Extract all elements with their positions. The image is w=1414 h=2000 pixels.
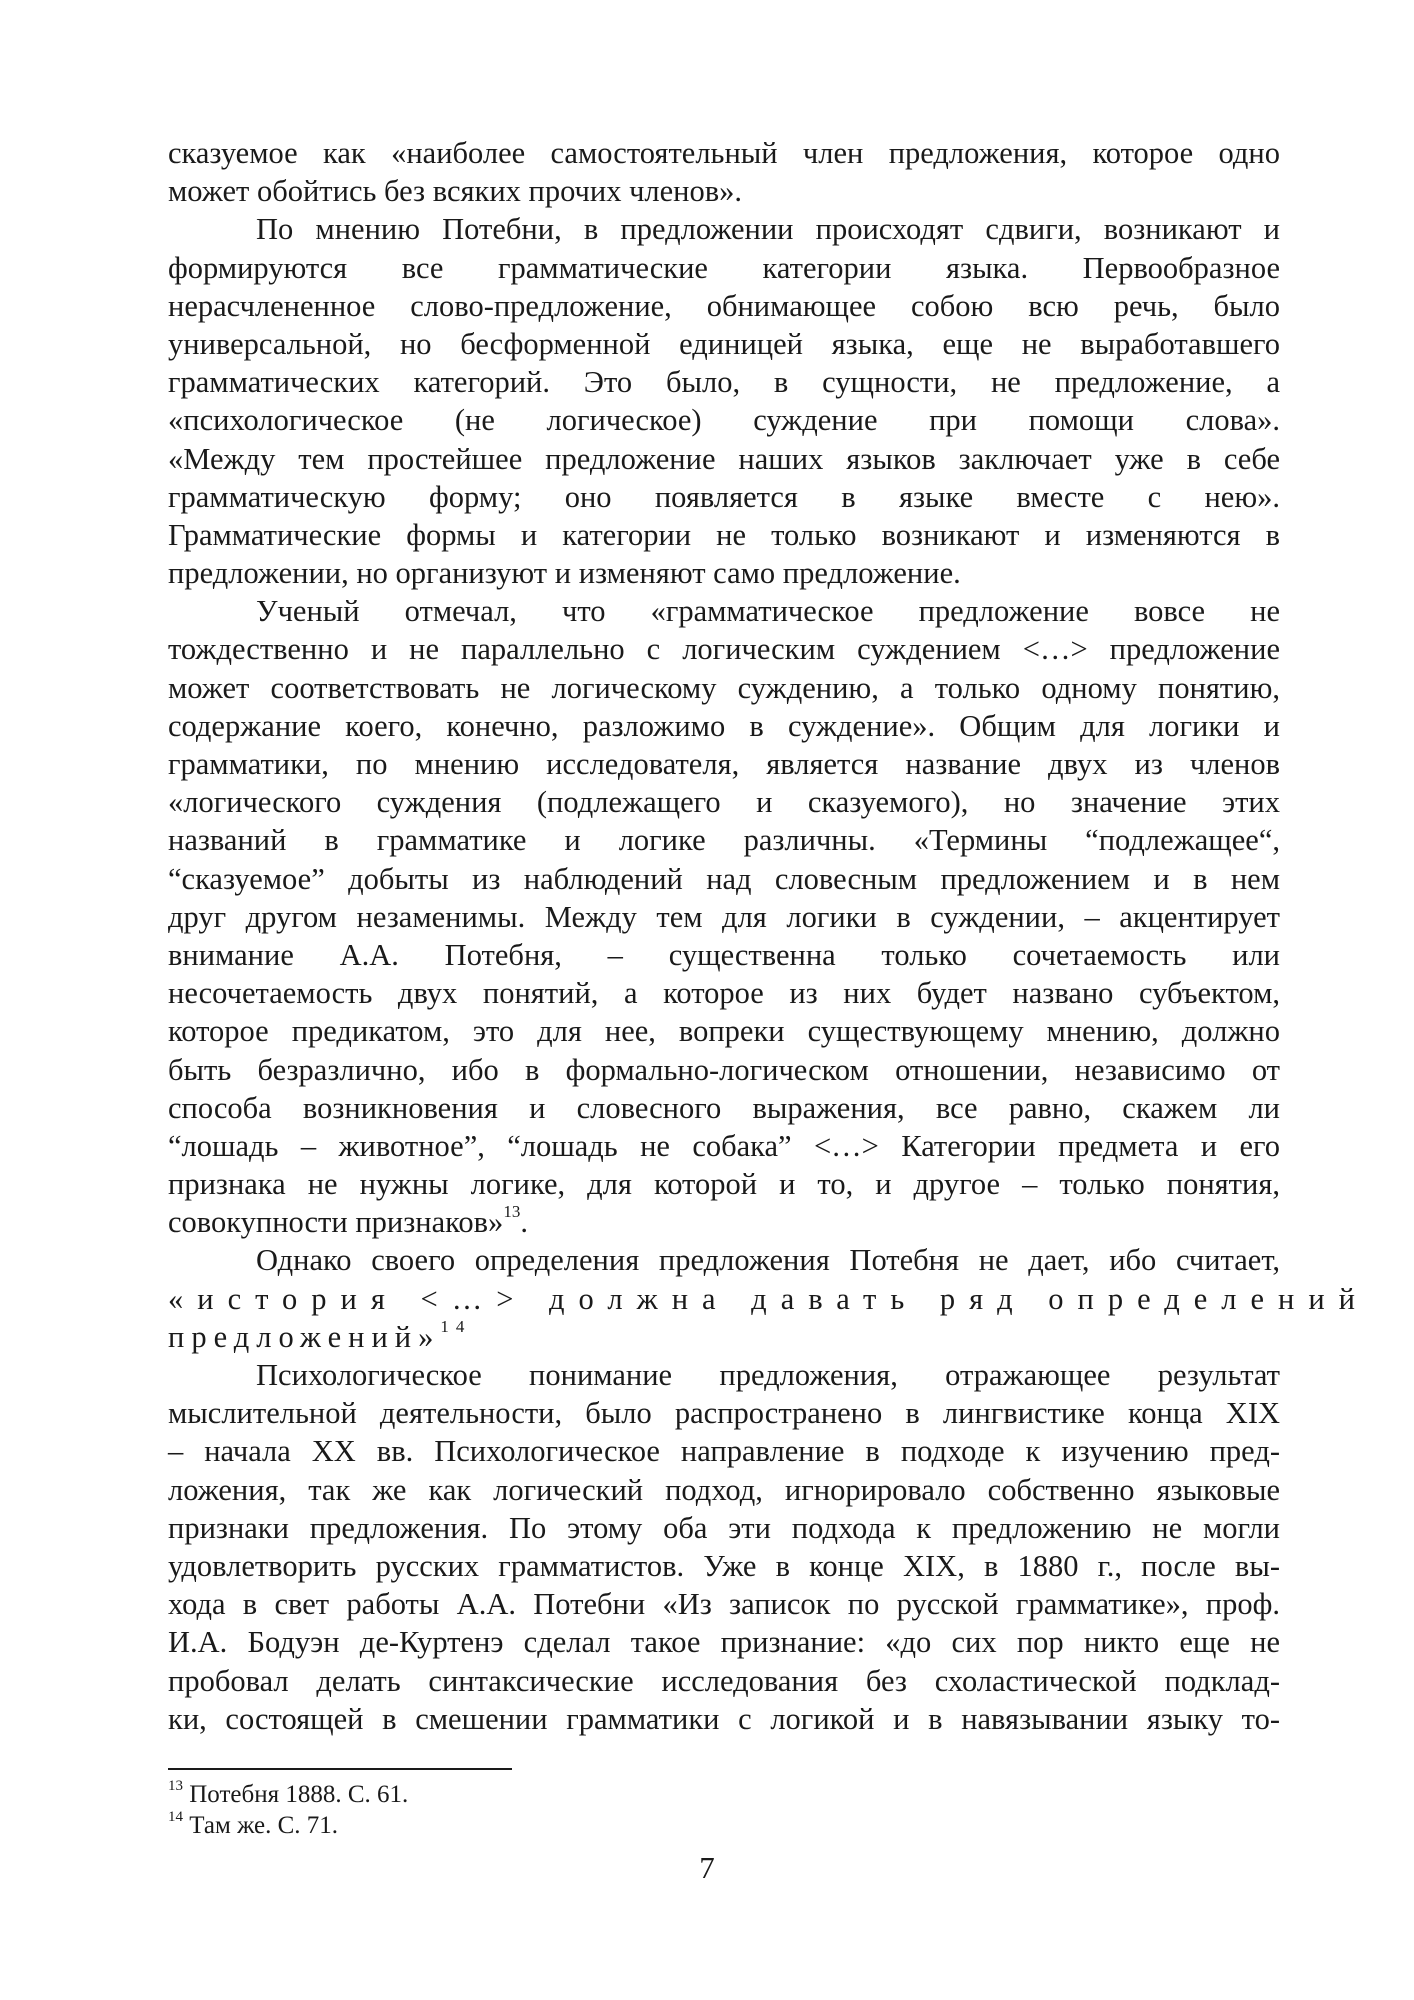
- text-line-content: грамматики, по мнению исследователя, является название двух из членов: [168, 747, 1280, 781]
- text-line-content: способа возникновения и словесного выражения, все равно, скажем ли: [168, 1090, 1280, 1125]
- text-line-content: – начала XX вв. Психологическое направление в подходе к изучению пред-: [168, 1434, 1280, 1469]
- text-line: [168, 630, 1280, 668]
- text-line-content: сказуемое как «наиболее самостоятельный член предложения, которое одно: [168, 136, 1280, 170]
- text-line-content: ложения, так же как логический подход, игнорировало собственно языковые: [168, 1472, 1280, 1507]
- text-line: [168, 363, 1280, 401]
- text-line: [168, 707, 1280, 745]
- text-line-content: ки, состоящей в смешении грамматики с логикой и в навязывании языку то-: [168, 1701, 1280, 1736]
- footnote-separator: [168, 1768, 512, 1770]
- footnote-item: [168, 1810, 408, 1841]
- text-line-content: названий в грамматике и логике различны. «Термины “подлежащее“,: [168, 823, 1280, 858]
- text-line-content: предложений»: [168, 1319, 441, 1354]
- text-line: [168, 745, 1280, 783]
- text-line: [168, 821, 1280, 859]
- text-line-content: «психологическое (не логическое) суждение при помощи слова».: [168, 403, 1280, 438]
- text-line: [168, 287, 1280, 325]
- text-line: [168, 1051, 1280, 1089]
- footnotes: [168, 1779, 408, 1841]
- text-line: [168, 172, 1280, 210]
- text-line-content: формируются все грамматические категории языка. Первообразное: [168, 250, 1280, 285]
- text-line-content: содержание коего, конечно, разложимо в суждение». Общим для логики и: [168, 708, 1280, 743]
- text-line-content: грамматических категорий. Это было, в сущности, не предложение, а: [168, 365, 1280, 400]
- text-line: [168, 1012, 1280, 1050]
- text-line-content: универсальной, но бесформенной единицей языка, еще не выработавшего: [168, 326, 1280, 361]
- text-line: [168, 1165, 1280, 1203]
- text-line-content: может соответствовать не логическому суждению, а только одному понятию,: [168, 670, 1280, 705]
- text-line: [168, 249, 1280, 287]
- footnote-number: 14: [168, 1808, 183, 1825]
- text-line: [168, 554, 1280, 592]
- text-line: [168, 1547, 1280, 1585]
- text-line-content: «логического суждения (подлежащего и сказуемого), но значение этих: [168, 785, 1280, 820]
- text-line: [168, 401, 1280, 439]
- text-line: [168, 478, 1280, 516]
- text-line: [168, 134, 1280, 172]
- footnote-number: 13: [168, 1777, 183, 1794]
- text-line-content: признака не нужны логике, для которой и то, и другое – только понятия,: [168, 1167, 1280, 1202]
- text-line: [168, 1241, 1280, 1279]
- text-line-content: несочетаемость двух понятий, а которое из них будет названо субъектом,: [168, 976, 1280, 1011]
- text-line-content: И.А. Бодуэн де-Куртенэ сделал такое признание: «до сих пор никто еще не: [168, 1625, 1280, 1660]
- footnote-reference[interactable]: 13: [503, 1202, 521, 1222]
- text-line: [168, 1662, 1280, 1700]
- text-line-content: «Между тем простейшее предложение наших языков заключает уже в себе: [168, 441, 1280, 476]
- text-line-content: «история <…> должна давать ряд определений: [168, 1281, 1370, 1316]
- text-line: [168, 1432, 1280, 1470]
- text-line-content: которое предикатом, это для нее, вопреки существующему мнению, должно: [168, 1014, 1280, 1049]
- text-line: [168, 1509, 1280, 1547]
- text-line-content: внимание А.А. Потебня, – существенна только сочетаемость или: [168, 937, 1280, 972]
- text-line-content: тождественно и не параллельно с логическим суждением <…> предложение: [168, 632, 1280, 667]
- text-line-content: “сказуемое” добыты из наблюдений над словесным предложением и в нем: [168, 861, 1280, 896]
- text-line: [168, 210, 1280, 248]
- text-line-content: удовлетворить русских грамматистов. Уже в конце XIX, в 1880 г., после вы-: [168, 1548, 1280, 1583]
- text-line-content: хода в свет работы А.А. Потебни «Из записок по русской грамматике», проф.: [168, 1587, 1280, 1622]
- trailing-punctuation: .: [520, 1205, 528, 1240]
- text-line-content: признаки предложения. По этому оба эти подхода к предложению не могли: [168, 1510, 1280, 1545]
- text-line: [168, 1203, 1280, 1241]
- text-line-content: совокупности признаков»: [168, 1205, 504, 1240]
- text-line-content: мыслительной деятельности, было распространено в лингвистике конца XIX: [168, 1396, 1280, 1431]
- text-line: [168, 1585, 1280, 1623]
- text-line: [168, 1471, 1280, 1509]
- text-line: [168, 936, 1280, 974]
- text-line-content: может обойтись без всяких прочих членов».: [168, 174, 743, 209]
- footnote-text: Потебня 1888. С. 61.: [189, 1781, 409, 1808]
- text-line: [168, 1318, 1280, 1356]
- text-line-content: грамматическую форму; оно появляется в языке вместе с нею».: [168, 479, 1280, 514]
- text-line-content: предложении, но организуют и изменяют само предложение.: [168, 556, 961, 591]
- text-line-content: “лошадь – животное”, “лошадь не собака” <…> Категории предмета и его: [168, 1128, 1280, 1163]
- text-line: [168, 592, 1280, 630]
- page-number: 7: [699, 1850, 715, 1885]
- text-line: [168, 1394, 1280, 1432]
- text-line: [168, 1127, 1280, 1165]
- text-line: [168, 669, 1280, 707]
- text-line-content: пробовал делать синтаксические исследования без схоластической подклад-: [168, 1663, 1280, 1698]
- text-line: [168, 860, 1280, 898]
- text-line-content: быть безразлично, ибо в формально-логическом отношении, независимо от: [168, 1052, 1280, 1087]
- footnote-item: [168, 1779, 408, 1810]
- text-line: [168, 440, 1280, 478]
- text-line: [168, 1356, 1280, 1394]
- text-line: [168, 898, 1280, 936]
- text-line: [168, 783, 1280, 821]
- body-text: [168, 134, 1370, 1738]
- text-line-content: Психологическое понимание предложения, отражающее результат: [256, 1358, 1280, 1392]
- text-line-content: Однако своего определения предложения Потебня не дает, ибо считает,: [256, 1243, 1280, 1278]
- footnote-text: Там же. С. 71.: [189, 1812, 339, 1839]
- text-line-content: Грамматические формы и категории не только возникают и изменяются в: [168, 517, 1280, 552]
- text-line-content: друг другом незаменимы. Между тем для логики в суждении, – акцентирует: [168, 899, 1280, 934]
- footnote-reference[interactable]: 14: [440, 1316, 472, 1336]
- text-line: [168, 1623, 1280, 1661]
- text-line-content: Ученый отмечал, что «грамматическое предложение вовсе не: [256, 594, 1280, 629]
- text-line-content: нерасчлененное слово-предложение, обнимающее собою всю речь, было: [168, 288, 1280, 323]
- text-line: [168, 516, 1280, 554]
- text-line-content: По мнению Потебни, в предложении происходят сдвиги, возникают и: [256, 212, 1280, 247]
- text-line: [168, 1700, 1280, 1738]
- text-line: [168, 325, 1280, 363]
- text-line: [168, 974, 1280, 1012]
- text-line: [168, 1089, 1280, 1127]
- text-line: [168, 1280, 1370, 1318]
